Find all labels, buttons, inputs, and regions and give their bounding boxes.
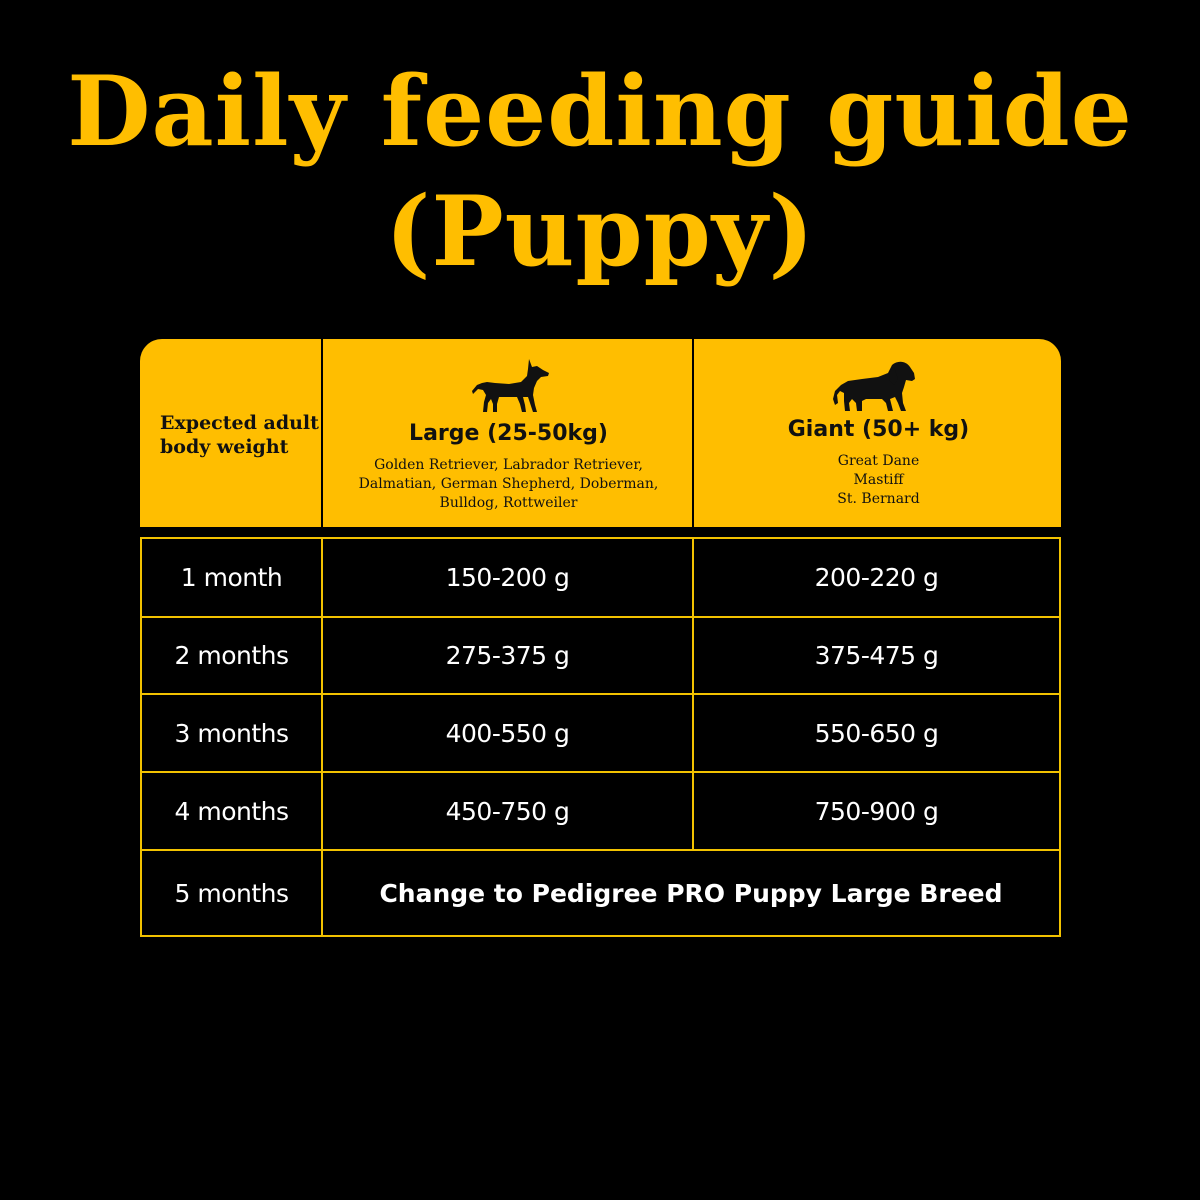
large-amount-cell: 450-750 g <box>323 773 694 849</box>
table-body <box>140 537 1061 937</box>
large-category-title: Large (25-50kg) <box>409 421 608 446</box>
age-cell: 4 months <box>142 773 323 849</box>
age-cell: 2 months <box>142 618 323 693</box>
giant-breed-list <box>694 452 1063 509</box>
breed-line: Dalmatian, German Shepherd, Doberman, <box>358 476 659 492</box>
breed-line: Bulldog, Rottweiler <box>439 495 578 511</box>
table-row <box>142 539 1059 618</box>
large-amount-cell: 275-375 g <box>323 618 694 693</box>
age-cell: 1 month <box>142 539 323 616</box>
header-weight-label: Expected adult body weight <box>160 412 319 458</box>
age-cell: 3 months <box>142 695 323 771</box>
change-food-note: Change to Pedigree PRO Puppy Large Breed <box>379 878 1003 908</box>
age-cell: 5 months <box>142 851 323 935</box>
title-line-1: Daily feeding guide <box>67 55 1133 168</box>
giant-amount-cell: 550-650 g <box>814 718 939 748</box>
large-breed-list <box>323 456 694 513</box>
table-row <box>142 695 1059 773</box>
breed-line: St. Bernard <box>837 491 920 507</box>
header-cell-weight <box>140 339 321 527</box>
large-amount-cell: 150-200 g <box>323 539 694 616</box>
table-header <box>140 339 1061 527</box>
table-row <box>142 773 1059 851</box>
page-title <box>0 52 1200 292</box>
breed-line: Great Dane <box>837 453 920 469</box>
dog-silhouette-icon <box>471 357 551 413</box>
table-row-final <box>142 851 1059 935</box>
table-row <box>142 618 1059 695</box>
header-cell-giant <box>692 339 1063 527</box>
large-amount-cell: 400-550 g <box>323 695 694 771</box>
breed-line: Mastiff <box>853 472 904 488</box>
giant-amount-cell: 375-475 g <box>814 641 939 670</box>
giant-category-title: Giant (50+ kg) <box>787 417 970 442</box>
header-cell-large <box>321 339 694 527</box>
giant-dog-silhouette-icon <box>832 359 916 413</box>
breed-line: Golden Retriever, Labrador Retriever, <box>374 457 643 473</box>
giant-amount-cell: 200-220 g <box>814 563 939 592</box>
title-line-2: (Puppy) <box>385 175 815 288</box>
giant-amount-cell: 750-900 g <box>814 796 939 826</box>
feeding-table <box>140 339 1061 937</box>
